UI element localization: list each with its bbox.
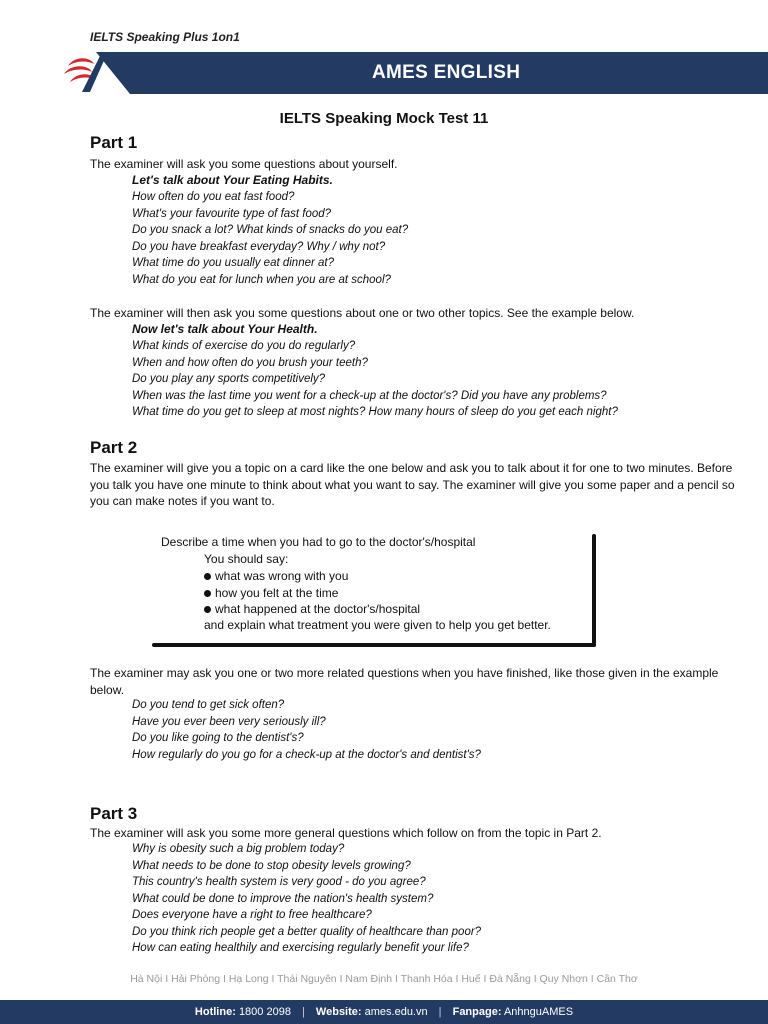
document-title: IELTS Speaking Mock Test 11: [279, 110, 489, 127]
part1-intro2: The examiner will then ask you some questions about one or two other topics. See the example below.: [90, 306, 635, 320]
brand-banner: [60, 52, 768, 94]
part3-intro: The examiner will ask you some more general questions which follow on from the topic in Part 2.: [90, 826, 602, 840]
list-item: What's your favourite type of fast food?: [132, 207, 332, 220]
list-item: What time do you usually eat dinner at?: [132, 257, 335, 269]
list-item: Do you have breakfast everyday? Why / why not?: [132, 240, 386, 253]
list-item: How often do you eat fast food?: [132, 191, 295, 203]
list-item: When and how often do you brush your teeth?: [132, 356, 368, 369]
list-item: What needs to be done to stop obesity levels growing?: [132, 859, 411, 872]
part1-intro: The examiner will ask you some questions about yourself.: [90, 157, 398, 171]
list-item: This country's health system is very good - do you agree?: [132, 876, 426, 888]
list-item: How regularly do you go for a check-up at the doctor's and dentist's?: [132, 748, 481, 761]
hotline-value[interactable]: 1800 2098: [238, 1006, 291, 1018]
city-list: Hà Nội I Hải Phòng I Hạ Long I Thái Nguyên I Nam Định I Thanh Hóa I Huế I Đà Nẵng I Quy Nhơn I Cần Thơ: [130, 973, 638, 985]
list-item: Does everyone have a right to free healthcare?: [132, 909, 372, 921]
cue-card-border-right: [592, 534, 596, 647]
header-tag: IELTS Speaking Plus 1on1: [90, 30, 240, 44]
part3-questions: [132, 841, 481, 957]
cue-card-say: You should say:: [204, 552, 289, 566]
list-item: What could be done to improve the nation's health system?: [132, 892, 434, 905]
list-item: [204, 601, 420, 618]
website-label: Website:: [315, 1006, 362, 1018]
bullet-text: what happened at the doctor's/hospital: [215, 602, 421, 616]
list-item: What kinds of exercise do you do regularly?: [132, 340, 356, 352]
cue-card: [150, 532, 596, 647]
cue-card-lead: Describe a time when you had to go to the doctor's/hospital: [161, 535, 476, 549]
brand-name: AMES ENGLISH: [372, 62, 521, 83]
bullet-icon: [204, 573, 211, 580]
fanpage-label: Fanpage:: [452, 1006, 502, 1018]
part3-heading: Part 3: [90, 804, 138, 823]
part2-followup: The examiner may ask you one or two more related questions when you have finished, like those given in the example below.: [90, 666, 719, 697]
website-link[interactable]: ames.edu.vn: [364, 1006, 428, 1018]
part1-questions2: [132, 338, 618, 421]
list-item: How can eating healthily and exercising regularly benefit your life?: [132, 942, 469, 954]
list-item: Do you play any sports competitively?: [132, 373, 326, 385]
cue-card-bullets: [204, 568, 420, 618]
part1-heading: Part 1: [90, 133, 138, 152]
footer-separator: |: [438, 1006, 442, 1018]
ames-logo-icon: [60, 52, 120, 94]
list-item: Why is obesity such a big problem today?: [132, 843, 345, 855]
list-item: Have you ever been very seriously ill?: [132, 715, 326, 728]
part1-questions1: [132, 189, 408, 288]
fanpage-link[interactable]: AnhnguAMES: [503, 1006, 574, 1018]
bullet-icon: [204, 606, 211, 613]
part1-topic2: Now let's talk about Your Health.: [132, 322, 318, 336]
part2-questions: [132, 697, 481, 763]
list-item: Do you like going to the dentist's?: [132, 732, 304, 744]
cue-card-border-bottom: [152, 643, 596, 647]
bullet-text: what was wrong with you: [215, 569, 349, 583]
part1-topic1: Let's talk about Your Eating Habits.: [132, 173, 333, 187]
cue-card-explain: and explain what treatment you were given to help you get better.: [204, 618, 551, 632]
list-item: What do you eat for lunch when you are at school?: [132, 273, 391, 286]
part2-heading: Part 2: [90, 438, 138, 457]
list-item: Do you think rich people get a better quality of healthcare than poor?: [132, 925, 482, 938]
list-item: Do you tend to get sick often?: [132, 699, 285, 711]
list-item: [204, 585, 420, 602]
bullet-icon: [204, 590, 211, 597]
part2-intro: The examiner will give you a topic on a card like the one below and ask you to talk about it for one to two minutes. Before you talk you have one minute to think about what you want to say. The examiner will give you some paper and a pencil so you can make notes if you want to.: [90, 461, 735, 508]
hotline-label: Hotline:: [194, 1006, 236, 1018]
bullet-text: how you felt at the time: [215, 585, 339, 600]
footer-bar: [0, 1000, 768, 1024]
list-item: When was the last time you went for a check-up at the doctor's? Did you have any problems?: [132, 389, 607, 402]
footer-separator: |: [302, 1006, 305, 1018]
list-item: [204, 568, 420, 585]
list-item: What time do you get to sleep at most nights? How many hours of sleep do you get each night?: [132, 406, 618, 418]
list-item: Do you snack a lot? What kinds of snacks do you eat?: [132, 224, 409, 236]
